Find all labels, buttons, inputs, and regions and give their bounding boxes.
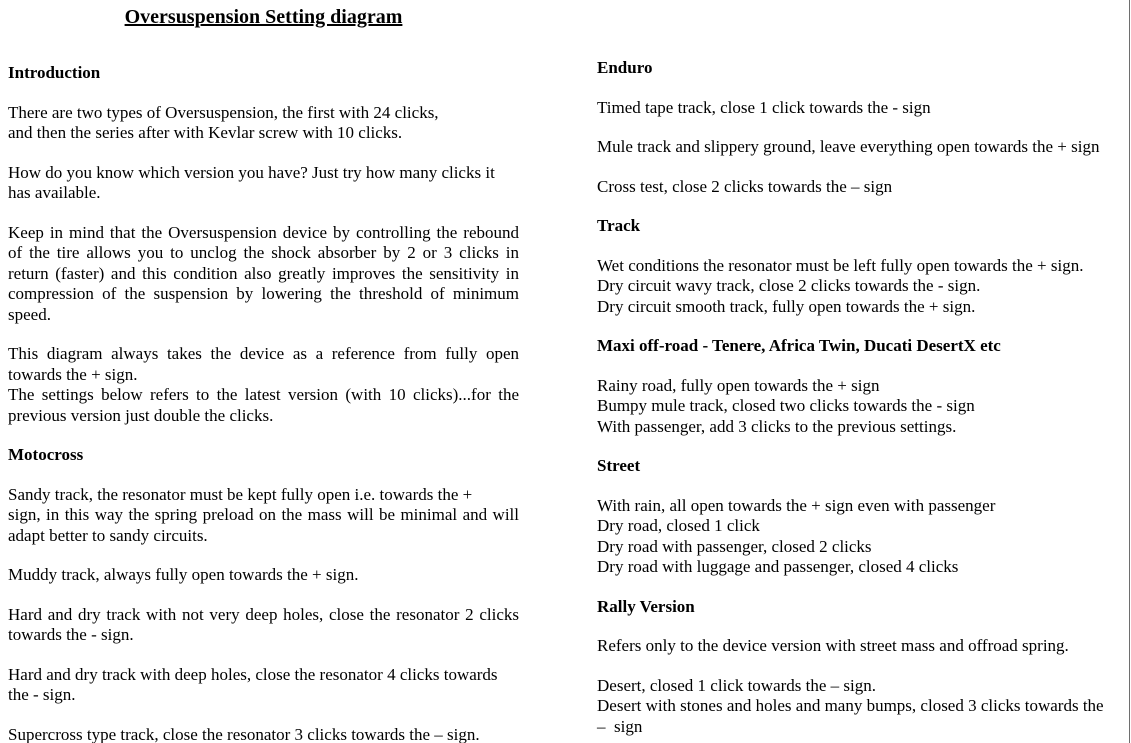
paragraph [597,177,1124,198]
paragraph [8,223,519,326]
paragraph [8,665,519,706]
text-line: Dry road with passenger, closed 2 clicks [597,536,872,556]
text-line: Mule track and slippery ground, leave everything open towards the + sign [597,137,1100,156]
text-line: Rainy road, fully open towards the + sign [597,375,880,395]
text-line: of the tire allows you to unclog the shock absorber by 2 or 3 clicks in [8,243,519,262]
paragraph [8,485,519,547]
paragraph [8,103,519,144]
text-line: and then the series after with Kevlar screw with 10 clicks. [8,123,403,142]
text-line: There are two types of Oversuspension, the first with 24 clicks, [8,102,439,122]
paragraph [597,676,1124,738]
text-line: Street [597,456,641,475]
text-line: towards the - sign. [8,625,134,644]
left-column-blocks [8,63,519,743]
text-line: Hard and dry track with not very deep holes, close the resonator 2 clicks [8,604,519,624]
paragraph [8,344,519,426]
text-line: Motocross [8,445,84,464]
text-line: Enduro [597,58,653,77]
text-line: sign, in this way the spring preload on the mass will be minimal and will [8,505,519,524]
section-heading [597,456,1124,477]
text-line: This diagram always takes the device as a reference from fully open [8,344,519,363]
section-heading [597,58,1124,79]
text-line: speed. [8,304,51,324]
text-line: the - sign. [8,685,76,704]
text-line: Wet conditions the resonator must be left fully open towards the + sign. [597,255,1084,275]
paragraph [597,636,1124,657]
text-line: Maxi off-road - Tenere, Africa Twin, Ducati DesertX etc [597,336,1001,355]
text-line: Cross test, close 2 clicks towards the – sign [597,176,893,196]
text-line: return (faster) and this condition also greatly improves the sensitivity in [8,263,519,283]
paragraph [597,137,1124,158]
section-heading [597,216,1124,237]
text-line: Dry circuit smooth track, fully open towards the + sign. [597,296,976,316]
left-column [8,4,519,743]
text-line: Keep in mind that the Oversuspension device by controlling the rebound [8,222,519,242]
text-line: Desert with stones and holes and many bumps, closed 3 clicks towards the [597,696,1104,715]
section-heading [8,63,519,84]
text-line: Dry road with luggage and passenger, closed 4 clicks [597,557,959,576]
text-line: compression of the suspension by lowering the threshold of minimum [8,284,519,303]
paragraph [8,565,519,586]
page-right-edge-line [1129,0,1130,743]
section-heading [597,597,1124,618]
text-line: Refers only to the device version with street mass and offroad spring. [597,636,1069,655]
paragraph [597,376,1124,438]
text-line: Desert, closed 1 click towards the – sign. [597,675,877,695]
text-line: With passenger, add 3 clicks to the previous settings. [597,416,957,436]
text-line: Sandy track, the resonator must be kept fully open i.e. towards the + [8,484,473,504]
text-line: has available. [8,183,101,202]
text-line: – sign [597,716,643,736]
text-line: towards the + sign. [8,364,138,384]
text-line: The settings below refers to the latest version (with 10 clicks)...for the [8,385,519,404]
paragraph [597,496,1124,578]
paragraph [8,605,519,646]
text-line: Timed tape track, close 1 click towards the - sign [597,97,931,117]
text-line: previous version just double the clicks. [8,405,274,425]
paragraph [8,725,519,743]
section-heading [597,336,1124,357]
text-line: Introduction [8,63,101,82]
right-column-blocks [597,58,1124,737]
paragraph [8,163,519,204]
text-line: Dry circuit wavy track, close 2 clicks towards the - sign. [597,276,981,295]
right-column [597,58,1124,743]
paragraph [597,98,1124,119]
text-line: Track [597,216,641,235]
text-line: Hard and dry track with deep holes, close the resonator 4 clicks towards [8,664,498,684]
text-line: Dry road, closed 1 click [597,516,760,535]
paragraph [597,256,1124,318]
text-line: Rally Version [597,596,695,616]
text-line: Muddy track, always fully open towards the + sign. [8,565,359,584]
text-line: Supercross type track, close the resonator 3 clicks towards the – sign. [8,724,480,743]
document-title: Oversuspension Setting diagram [124,6,403,28]
text-line: adapt better to sandy circuits. [8,525,208,545]
text-line: Bumpy mule track, closed two clicks towards the - sign [597,396,975,415]
section-heading [8,445,519,466]
text-line: How do you know which version you have? Just try how many clicks it [8,162,495,182]
text-line: With rain, all open towards the + sign even with passenger [597,495,996,515]
